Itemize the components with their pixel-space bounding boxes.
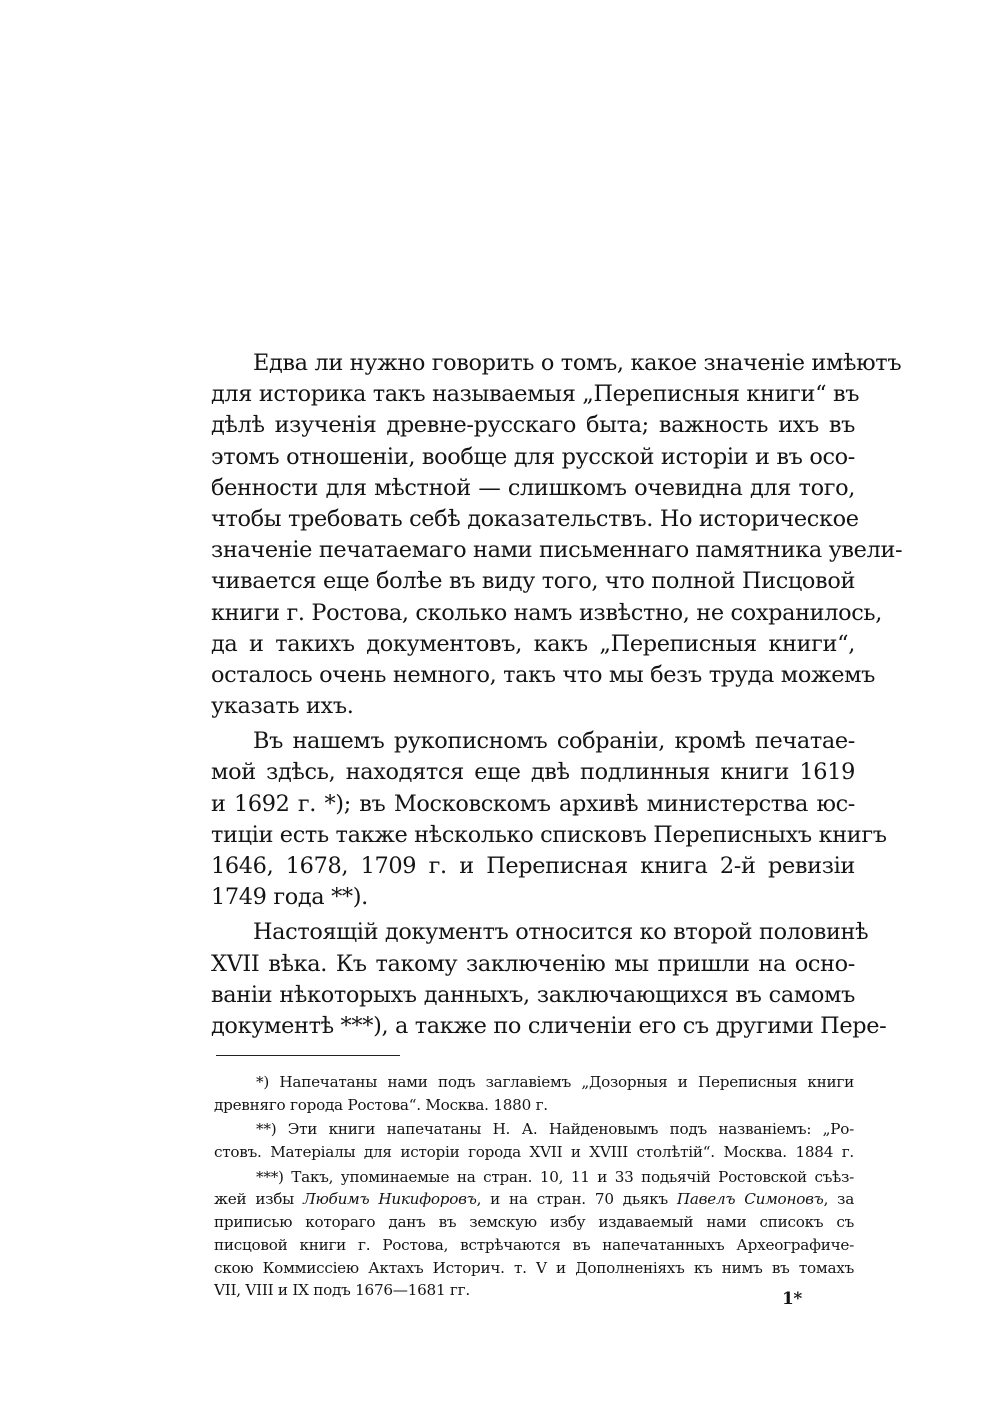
footnote-text: , и на стран. 70 дьякъ [476,1190,677,1209]
footnote-line: ***) Такъ, упоминаемые на стран. 10, 11 и 33 подьячiй Ростовской съѣз- [256,1167,854,1186]
text-line: для историка такъ называемыя „Переписныя книги“ въ [211,381,860,408]
text-line: Настоящiй документъ относится ко второй половинѣ [253,919,869,946]
footnotes [214,1071,854,1302]
paragraph-1 [211,348,903,722]
footnote-line: стовъ. Матерiалы для исторiи города XVII и XVIII столѣтiй“. Москва. 1884 г. [214,1143,854,1162]
text-line: чивается еще болѣе въ виду того, что полной Писцовой [211,568,856,595]
text-line: книги г. Ростова, сколько намъ извѣстно, не сохранилось, [211,599,883,626]
footnote-text: жей избы [214,1190,304,1209]
footnote-line: *) Напечатаны нами подъ заглавiемъ „Дозорныя и Переписныя книги [256,1073,854,1091]
text-line: 1749 года **). [211,884,368,911]
text-line: дѣлѣ изученiя древне-русскаго быта; важность ихъ въ [211,412,855,439]
footnote-line [214,1188,854,1211]
footnote-line: **) Эти книги напечатаны Н. А. Найденовымъ подъ названiемъ: „Ро- [256,1120,854,1139]
text-line: значенiе печатаемаго нами письменнаго памятника увели- [211,537,903,564]
page-number: 1* [782,1289,802,1309]
text-line: и 1692 г. *); въ Московскомъ архивѣ министерства юс- [211,790,855,817]
text-line: чтобы требовать себѣ доказательствъ. Но историческое [211,505,859,532]
text-line: XVII вѣка. Къ такому заключенiю мы пришли на осно- [211,950,855,977]
text-line: 1646, 1678, 1709 г. и Переписная книга 2-й ревизiи [211,853,855,879]
person-name: Павелъ Симоновъ [676,1190,824,1209]
text-line: бенности для мѣстной — слишкомъ очевидна для того, [211,474,855,501]
person-name: Любимъ Никифоровъ [303,1190,477,1209]
text-line: ванiи нѣкоторыхъ данныхъ, заключающихся въ самомъ [211,981,855,1008]
text-line: да и такихъ документовъ, какъ „Переписныя книги“, [211,630,855,657]
text-line: документѣ ***), а также по сличенiи его съ другими Пере- [211,1012,887,1039]
text-line: Въ нашемъ рукописномъ собранiи, кромѣ печатае- [253,728,855,755]
text-line: мой здѣсь, находятся еще двѣ подлинныя книги 1619 [211,759,855,786]
footnote-line: скою Коммиссiею Актахъ Историч. т. V и Дополненiяхъ къ нимъ въ томахъ [214,1258,854,1277]
text-line: Едва ли нужно говорить о томъ, какое значенiе имѣютъ [253,350,902,376]
footnote-text: , за [823,1190,854,1209]
paragraph-2 [211,726,887,913]
text-line: этомъ отношенiи, вообще для русской исторiи и въ осо- [211,443,855,470]
footnote-3 [214,1166,854,1302]
footnote-line: писцовой книги г. Ростова, встрѣчаются въ напечатанныхъ Археографиче- [214,1235,854,1254]
text-line: осталось очень немного, такъ что мы безъ труда можемъ [211,661,876,688]
text-line: тицiи есть также нѣсколько списковъ Переписныхъ книгъ [211,821,887,848]
text-line: указать ихъ. [211,693,354,720]
footnote-line: VII, VIII и IX подъ 1676—1681 гг. [214,1281,470,1300]
footnote-line: приписью котораго данъ въ земскую избу издаваемый нами списокъ съ [214,1213,854,1232]
footnote-separator [216,1055,400,1056]
main-text [211,348,903,1042]
paragraph-3 [211,917,887,1042]
footnote-line: древняго города Ростова“. Москва. 1880 г. [214,1095,548,1114]
footnote-1 [214,1071,854,1116]
footnote-2 [214,1118,854,1163]
